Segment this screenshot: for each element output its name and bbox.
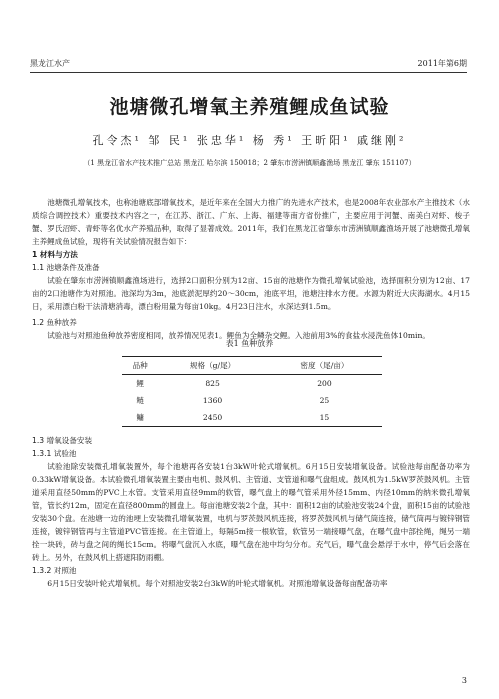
table-cell: 鳙: [136, 413, 144, 422]
body-part-1: [32, 196, 470, 342]
subsection-heading-1-3: 1.3 增氧设备安装: [32, 436, 93, 445]
running-header: [30, 58, 467, 73]
author-list: 孔令杰¹ 邹 民¹ 张忠华¹ 杨 秀¹ 王昕阳¹ 戚继刚²: [92, 134, 407, 147]
table-caption: 表1 鱼种放养: [225, 339, 274, 348]
journal-name: 黑龙江水产: [30, 59, 70, 68]
table-row: [122, 392, 382, 409]
affiliation: （1 黑龙江省水产技术推广总站 黑龙江 哈尔滨 150018；2 肇东市涝洲镇顺鑫渔场 黑龙江 肇东 151107）: [83, 159, 416, 167]
article-title: 池塘微孔增氧主养殖鲤成鱼试验: [109, 96, 390, 118]
table-header-row: [122, 357, 382, 375]
table-row: [122, 409, 382, 427]
subsection-heading-1-3-2: 1.3.2 对照池: [32, 566, 77, 575]
table-cell: 1360: [202, 396, 223, 405]
table-cell: 825: [205, 379, 220, 388]
table-cell: 200: [317, 379, 332, 388]
body-part-2: [32, 434, 470, 590]
control-pond-paragraph: 6月15日安装叶轮式增氧机。每个对照池安装2台3kW的叶轮式增氧机。对照池增氧设备每亩配备功率: [47, 579, 388, 588]
table-cell: 鲤: [136, 379, 144, 388]
table-cell: 2450: [202, 413, 223, 422]
issue-label: 2011年第6期: [417, 59, 467, 68]
column-header: 密度（尾/亩）: [300, 361, 349, 370]
subsection-heading-1-1: 1.1 池塘条件及准备: [32, 263, 100, 272]
stocking-paragraph: 试验池与对照池鱼种放养密度相同，放养情况见表1。鲤鱼为全鳞杂交鲤。入池前用3%的食盐水浸洗鱼体10min。: [47, 331, 430, 340]
test-pond-paragraph: 试验池除安装微孔增氧装置外，每个池塘再各安装1台3kW叶轮式增氧机。6月15日安装增氧设备。试验池每亩配备功率为0.33kW增氧设备。本试验微孔增氧装置主要由电机、鼓风机、主管道、支管道和曝气盘组成。鼓风机为1.5kW罗茨鼓风机。主管道采用直径50mm的PVC上水管。支管采用直径9mm的软管，曝气盘上的曝气管采用外径15mm、内径10mm的纳米微孔增氧管，管长约12m，固定在直径800mm的圆盘上。每亩池塘安装2个盘，其中：面积12亩的试验池安装24个盘，面积15亩的试验池安装30个盘。在池塘一边的池埂上安装微孔增氧装置，电机与罗茨鼓风机连接，将罗茨鼓风机与储气筒连接，储气筒再与镀锌钢管连接，镀锌钢管再与主管道PVC管连接。在主管道上，每隔5m接一根软管，软管另一端接曝气盘，在曝气盘中部拴绳，绳另一端拴一块砖，砖与盘之间的绳长15cm。将曝气盘沉入水底，曝气盘在池中均匀分布。充气后，曝气盘会悬浮于水中，停气后会落在砖上。另外，在鼓风机上搭遮阳防雨棚。: [32, 462, 470, 562]
subsection-heading-1-3-1: 1.3.1 试验池: [32, 449, 77, 458]
table-cell: 鲢: [136, 396, 144, 405]
table-cell: 25: [319, 396, 330, 405]
stocking-table: [122, 356, 382, 427]
subsection-heading-1-2: 1.2 鱼种放养: [32, 318, 77, 327]
page-number: 3: [461, 676, 467, 685]
pond-conditions-paragraph: 试验在肇东市涝洲镇顺鑫渔场进行，选择2口面积分别为12亩、15亩的池塘作为微孔增氧试验池，选择面积分别为12亩、17亩的2口池塘作为对照池。池深均为3m，池底淤泥厚约20～30cm，池底平坦，池塘注排水方便。水源为附近大庆海湖水。4月15日，采用漂白粉干法清塘消毒，漂白粉用量为每亩10kg。4月23日注水，水深达到1.5m。: [32, 276, 470, 311]
table-cell: 15: [319, 413, 330, 422]
column-header: 品种: [132, 361, 148, 370]
column-header: 规格（g/尾）: [189, 361, 236, 370]
section-heading-1: 1 材料与方法: [32, 250, 78, 259]
table-row: [122, 375, 382, 393]
intro-paragraph: 池塘微孔增氧技术，也称池塘底部增氧技术，是近年来在全国大力推广的先进水产技术，也是2008年农业部水产主推技术（水质综合调控技术）重要技术内容之一，在江苏、浙江、广东、上海、福建等南方省份推广，主要应用于河蟹、南美白对虾、梭子蟹、罗氏沼虾、青虾等名优水产养殖品种，取得了显著成效。2011年，我们在黑龙江省肇东市涝洲镇顺鑫渔场开展了池塘微孔增氧主养鲤成鱼试验，现将有关试验情况报告如下：: [32, 198, 470, 246]
